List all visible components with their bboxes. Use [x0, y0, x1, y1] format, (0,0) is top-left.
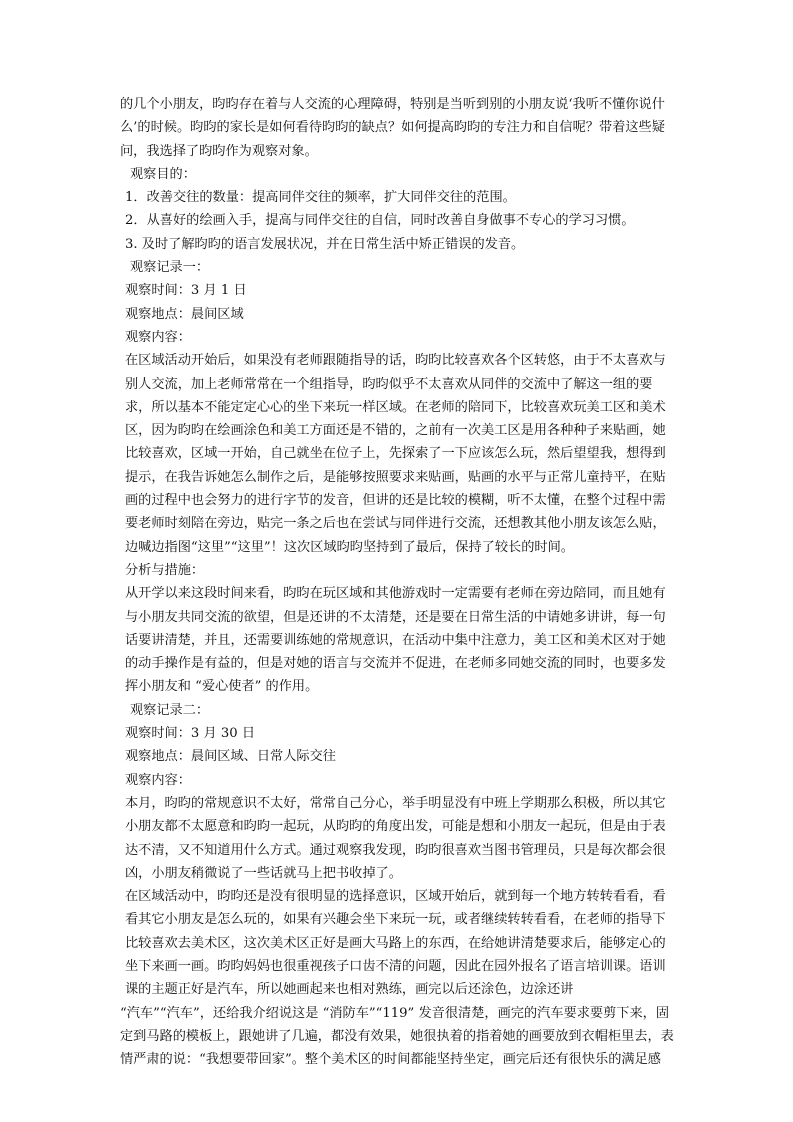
record1-content-label: 观察内容： [125, 329, 191, 345]
document-page [120, 93, 676, 1071]
record2-paragraph: 在区域活动中，昀昀还是没有很明显的选择意识，区域开始后，就到每一个地方转转看看，看看其它小朋友是怎么玩的，如果有兴趣会坐下来玩一玩，或者继续转转看看，在老师的指导下比较喜欢去美术区，这次美术区正好是画大马路上的东西，在给她讲清楚要求后，能够定心的坐下来画一画。昀昀妈妈也很重视孩子口齿不清的问题，因此在园外报名了语言培训课。语训课的主题正好是汽车，所以她画起来也相对熟练，画完以后还涂色，边涂还讲 [125, 889, 666, 998]
record1-heading: 观察记录一： [130, 260, 210, 276]
purpose-heading: 观察目的： [130, 166, 196, 182]
record1-place: 观察地点：晨间区域 [125, 306, 244, 322]
record2-time: 观察时间：3 月 30 日 [125, 726, 256, 742]
purpose-item: 2．从喜好的绘画入手，提高与同伴交往的自信，同时改善自身做事不专心的学习习惯。 [125, 213, 635, 229]
intro-paragraph: 的几个小朋友，昀昀存在着与人交流的心理障碍，特别是当听到别的小朋友说‘我听不懂你说什么’的时候。昀昀的家长是如何看待昀昀的缺点？如何提高昀昀的专注力和自信呢？带着这些疑问，我选择了昀昀作为观察对象。 [120, 97, 665, 159]
record2-content-label: 观察内容： [125, 772, 191, 788]
record2-paragraph: 本月，昀昀的常规意识不太好，常常自己分心，举手明显没有中班上学期那么积极，所以其它小朋友都不太愿意和昀昀一起玩，从昀昀的角度出发，可能是想和小朋友一起玩，但是由于表达不清，又不知道用什么方式。通过观察我发现，昀昀很喜欢当图书管理员，只是每次都会很凶，小朋友稍微说了一些话就马上把书收掉了。 [125, 795, 666, 881]
record2-heading: 观察记录二： [130, 702, 210, 718]
analysis-content: 从开学以来这段时间来看，昀昀在玩区域和其他游戏时一定需要有老师在旁边陪同，而且她有与小朋友共同交流的欲望，但是还讲的不太清楚，还是要在日常生活的中请她多讲讲，每一句话要讲清楚，并且，还需要训练她的常规意识，在活动中集中注意力，美工区和美术区对于她的动手操作是有益的，但是对她的语言与交流并不促进，在老师多同她交流的同时，也要多发挥小朋友和 “爱心使者” 的作用。 [125, 586, 666, 695]
record2-paragraph: “汽车”“汽车”，还给我介绍说这是 “消防车”“119” 发音很清楚，画完的汽车要求要剪下来，固定到马路的模板上，跟她讲了几遍，都没有效果，她很执着的指着她的画要放到衣帽柜里去，表情严肃的说：“我想要带回家”。整个美术区的时间都能坚持坐定，画完后还有很快乐的满足感 [120, 1005, 674, 1068]
purpose-item: 3. 及时了解昀昀的语言发展状况，并在日常生活中矫正错误的发音。 [125, 236, 525, 252]
record2-place: 观察地点：晨间区域、日常人际交往 [125, 749, 336, 765]
record1-content: 在区域活动开始后，如果没有老师跟随指导的话，昀昀比较喜欢各个区转悠，由于不太喜欢与别人交流，加上老师常常在一个组指导，昀昀似乎不太喜欢从同伴的交流中了解这一组的要求，所以基本不能定定心心的坐下来玩一样区域。在老师的陪同下，比较喜欢玩美工区和美术区，因为昀昀在绘画涂色和美工方面还是不错的，之前有一次美工区是用各种种子来贴画，她比较喜欢，区域一开始，自己就坐在位子上，先探索了一下应该怎么玩，然后望望我，想得到提示，在我告诉她怎么制作之后，是能够按照要求来贴画，贴画的水平与正常儿童持平，在贴画的过程中也会努力的进行字节的发音，但讲的还是比较的模糊，听不太懂，在整个过程中需要老师时刻陪在旁边，贴完一条之后也在尝试与同伴进行交流，还想教其他小朋友该怎么贴，边喊边指图“这里”“这里”！这次区域昀昀坚持到了最后，保持了较长的时间。 [125, 353, 666, 555]
purpose-item: 1．改善交往的数量：提高同伴交往的频率，扩大同伴交往的范围。 [125, 190, 516, 206]
analysis-heading: 分析与措施： [125, 562, 205, 578]
record1-time: 观察时间：3 月 1 日 [125, 283, 247, 299]
